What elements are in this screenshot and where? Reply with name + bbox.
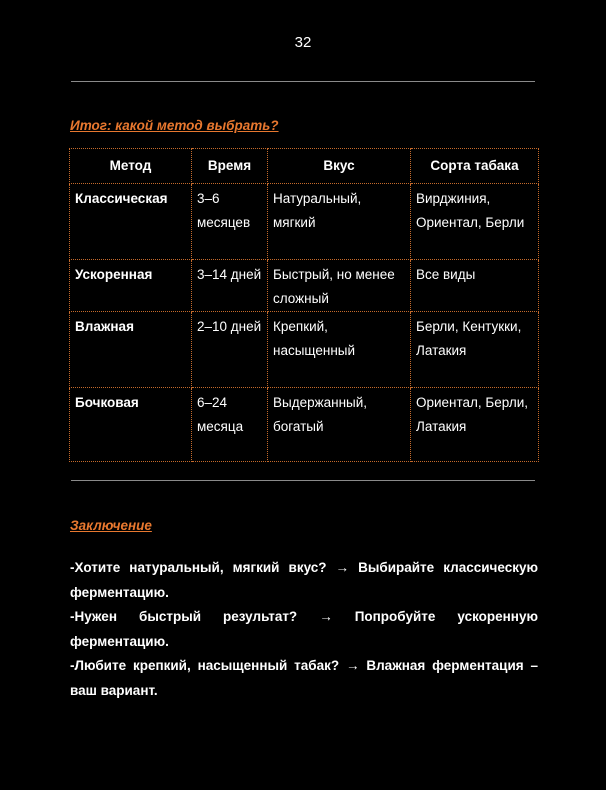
varieties-cell: Ориентал, Берли, Латакия [411, 388, 539, 462]
varieties-cell: Берли, Кентукки, Латакия [411, 312, 539, 388]
time-cell: 3–14 дней [192, 260, 268, 312]
time-cell: 6–24 месяца [192, 388, 268, 462]
method-cell: Классическая [70, 184, 192, 260]
conclusion-line: -Любите крепкий, насыщенный табак? → Влажная ферментация – ваш вариант. [70, 658, 538, 698]
taste-cell: Натуральный, мягкий [268, 184, 411, 260]
bottom-divider [71, 480, 535, 481]
table-row [70, 388, 539, 462]
fermentation-methods-table [69, 148, 539, 462]
conclusion-line: -Нужен быстрый результат? → Попробуйте ускоренную ферментацию. [70, 609, 538, 649]
method-cell: Влажная [70, 312, 192, 388]
table-row [70, 260, 539, 312]
method-cell: Ускоренная [70, 260, 192, 312]
column-header-time: Время [192, 149, 268, 184]
time-cell: 2–10 дней [192, 312, 268, 388]
column-header-method: Метод [70, 149, 192, 184]
table-header-row [70, 149, 539, 184]
taste-cell: Крепкий, насыщенный [268, 312, 411, 388]
column-header-varieties: Сорта табака [411, 149, 539, 184]
conclusion-heading: Заключение [70, 518, 152, 533]
varieties-cell: Все виды [411, 260, 539, 312]
top-divider [71, 81, 535, 82]
method-cell: Бочковая [70, 388, 192, 462]
varieties-cell: Вирджиния, Ориентал, Берли [411, 184, 539, 260]
taste-cell: Быстрый, но менее сложный [268, 260, 411, 312]
page-number: 32 [294, 34, 312, 51]
table-row [70, 184, 539, 260]
conclusion-text [70, 556, 538, 703]
conclusion-line: -Хотите натуральный, мягкий вкус? → Выбирайте классическую ферментацию. [70, 560, 538, 600]
time-cell: 3–6 месяцев [192, 184, 268, 260]
summary-heading: Итог: какой метод выбрать? [70, 118, 279, 133]
taste-cell: Выдержанный, богатый [268, 388, 411, 462]
column-header-taste: Вкус [268, 149, 411, 184]
table-row [70, 312, 539, 388]
